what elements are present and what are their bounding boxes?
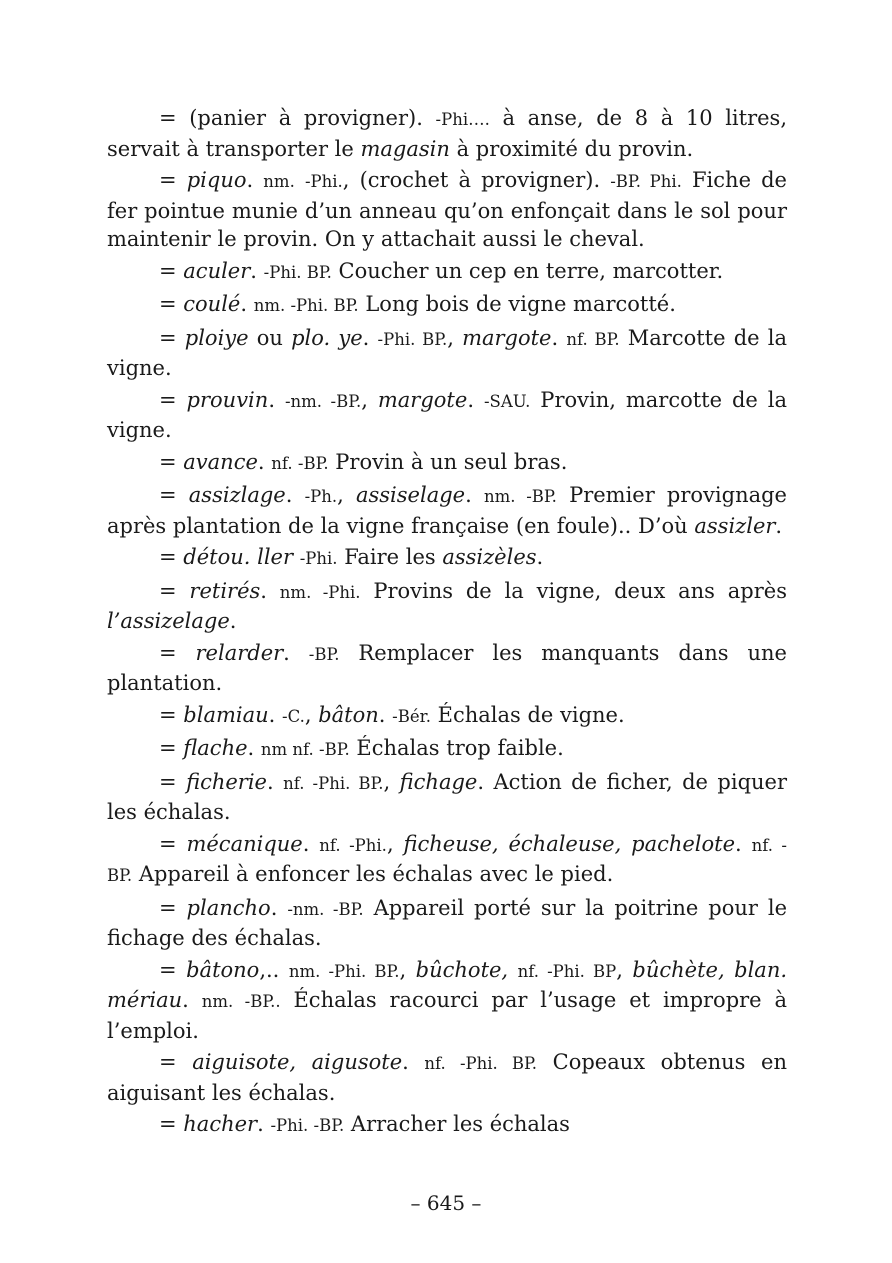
term: margote bbox=[377, 387, 468, 412]
term: aculer bbox=[183, 258, 251, 283]
term: plo. ye bbox=[291, 325, 363, 350]
abbreviation: nf. -Phi. BP. bbox=[424, 1054, 538, 1073]
document-body bbox=[107, 104, 787, 1144]
dictionary-entry bbox=[107, 734, 787, 765]
page-number: – 645 – bbox=[410, 1191, 482, 1215]
entry-text: . bbox=[362, 325, 378, 350]
entry-text: Arracher les échalas bbox=[344, 1112, 570, 1136]
entry-text: . bbox=[302, 831, 320, 856]
entry-text: Provin à un seul bras. bbox=[328, 449, 568, 474]
entry-text: Coucher un cep en terre, marcotter. bbox=[331, 258, 724, 283]
abbreviation: -nm. -BP. bbox=[287, 899, 364, 919]
dictionary-entry bbox=[107, 956, 787, 1046]
entry-text: = bbox=[159, 483, 189, 507]
dictionary-entry bbox=[107, 386, 787, 445]
entry-text: Provins de la vigne, deux ans après bbox=[360, 578, 787, 603]
entry-text bbox=[508, 958, 518, 982]
term: assizler bbox=[694, 513, 776, 538]
entry-text: . bbox=[240, 292, 254, 316]
term: ficherie bbox=[186, 769, 267, 794]
dictionary-entry bbox=[107, 257, 787, 288]
abbreviation: -Phi. BP. bbox=[377, 329, 448, 349]
dictionary-entry bbox=[107, 166, 787, 254]
entry-text: = bbox=[159, 1112, 184, 1136]
dictionary-entry bbox=[107, 701, 787, 732]
abbreviation: -Phi. BP. bbox=[263, 262, 332, 282]
dictionary-entry bbox=[107, 1110, 787, 1141]
term: blamiau bbox=[183, 702, 269, 727]
entry-text: . bbox=[250, 258, 264, 283]
term: ficheuse, échaleuse, pachelote bbox=[403, 831, 736, 856]
entry-text: Marcotte de la vigne. bbox=[107, 325, 787, 380]
dictionary-entry bbox=[107, 830, 787, 891]
entry-text: , bbox=[447, 325, 463, 350]
term: bâtono bbox=[186, 957, 260, 982]
entry-text: = bbox=[159, 640, 196, 665]
entry-text: , bbox=[361, 387, 378, 412]
entry-text: . bbox=[283, 640, 309, 665]
entry-text: = bbox=[159, 736, 184, 760]
entry-text: = bbox=[159, 325, 185, 350]
entry-text: = bbox=[159, 449, 184, 474]
term: retirés bbox=[189, 578, 261, 603]
term: relarder bbox=[195, 640, 284, 665]
abbreviation: -BP. Phi. bbox=[610, 172, 682, 191]
entry-text: Échalas trop faible. bbox=[349, 736, 564, 760]
abbreviation: -Phi. bbox=[304, 172, 343, 191]
entry-text: à anse, de 8 à 10 litres, servait à transporter le bbox=[107, 106, 788, 161]
dictionary-entry bbox=[107, 290, 787, 321]
entry-text: . bbox=[551, 325, 567, 350]
term: l’assizelage bbox=[107, 609, 230, 633]
entry-text: , bbox=[386, 831, 404, 856]
entry-text: Provin, marcotte de la vigne. bbox=[107, 387, 788, 442]
entry-text: Appareil à enfoncer les échalas avec le pied. bbox=[132, 862, 614, 886]
abbreviation: nm. bbox=[263, 172, 295, 191]
term: assizèles bbox=[442, 545, 537, 569]
entry-text: . bbox=[467, 387, 484, 412]
entry-text: . bbox=[182, 988, 202, 1012]
dictionary-entry bbox=[107, 543, 787, 574]
abbreviation: -SAU. bbox=[483, 391, 531, 411]
abbreviation: nm nf. -BP. bbox=[260, 740, 350, 759]
entry-text: , bbox=[383, 769, 400, 794]
entry-text: Remplacer les manquants dans une plantation. bbox=[107, 640, 787, 695]
abbreviation: -Phi…. bbox=[435, 110, 490, 129]
abbreviation: -BP. bbox=[308, 644, 340, 664]
entry-text: . bbox=[465, 483, 484, 507]
entry-text: , (crochet à provigner). bbox=[342, 168, 611, 192]
abbreviation: nm. -Phi. BP. bbox=[288, 961, 400, 981]
entry-text: . bbox=[775, 513, 783, 538]
entry-text: . bbox=[270, 895, 288, 920]
entry-text: . bbox=[378, 702, 393, 727]
term: ploiye bbox=[184, 325, 249, 350]
entry-text: à proximité du provin. bbox=[449, 136, 694, 161]
entry-text: . bbox=[257, 449, 272, 474]
entry-text bbox=[293, 545, 300, 569]
entry-text: . bbox=[285, 483, 305, 507]
entry-text: . bbox=[735, 831, 752, 856]
abbreviation: nm. -BP. bbox=[483, 487, 557, 506]
entry-text: ou bbox=[248, 325, 292, 350]
dictionary-entry bbox=[107, 577, 787, 636]
entry-text: Échalas racourci par l’usage et impropre à l’emploi. bbox=[107, 988, 787, 1043]
abbreviation: -Phi. bbox=[299, 549, 338, 568]
entry-text: , bbox=[337, 483, 356, 507]
entry-text: = bbox=[159, 545, 184, 569]
entry-text: = bbox=[159, 292, 184, 316]
entry-text bbox=[295, 168, 305, 192]
term: bûchète, blan. mériau bbox=[107, 957, 788, 1012]
term: magasin bbox=[360, 136, 450, 161]
entry-text: = bbox=[159, 1050, 193, 1074]
dictionary-entry bbox=[107, 448, 787, 479]
term: assizlage bbox=[188, 483, 286, 507]
dictionary-entry bbox=[107, 639, 787, 698]
entry-text: . bbox=[257, 1112, 271, 1136]
entry-text: , bbox=[616, 957, 633, 982]
entry-text: . bbox=[268, 702, 282, 727]
term: margote bbox=[462, 325, 552, 350]
term: bâton bbox=[318, 702, 379, 727]
term: avance bbox=[183, 449, 258, 474]
abbreviation: -Ph. bbox=[304, 487, 338, 506]
abbreviation: nf. - BP. bbox=[107, 835, 787, 885]
dictionary-entry bbox=[107, 1048, 787, 1107]
entry-text: = bbox=[159, 387, 187, 412]
entry-text: , bbox=[304, 702, 319, 727]
entry-text: Fiche de fer pointue munie d’un anneau qu’on enfonçait dans le sol pour maintenir le provin. On y attachait aussi le cheval. bbox=[107, 168, 787, 251]
abbreviation: nf. BP. bbox=[566, 329, 620, 349]
entry-text: Échalas de vigne. bbox=[430, 702, 625, 727]
entry-text: Faire les bbox=[337, 545, 443, 569]
entry-text: . bbox=[247, 736, 261, 760]
entry-text: . bbox=[260, 578, 280, 603]
abbreviation: nm. -Phi. BP. bbox=[253, 296, 359, 315]
entry-text: . bbox=[402, 1050, 425, 1074]
abbreviation: nf. -Phi. BP bbox=[517, 961, 617, 981]
abbreviation: nm. -BP.. bbox=[201, 992, 281, 1011]
entry-text: , bbox=[399, 957, 416, 982]
abbreviation: nm. -Phi. bbox=[279, 582, 361, 602]
term: aiguisote, aigusote bbox=[192, 1050, 403, 1074]
term: bûchote, bbox=[415, 957, 509, 982]
entry-text: . bbox=[266, 769, 284, 794]
abbreviation: -C. bbox=[282, 706, 305, 726]
entry-text: Appareil porté sur la poitrine pour le fichage des échalas. bbox=[107, 895, 787, 950]
entry-text: = bbox=[159, 831, 187, 856]
term: mécanique bbox=[186, 831, 303, 856]
entry-text: = bbox=[159, 769, 187, 794]
entry-text: Long bois de vigne marcotté. bbox=[358, 292, 676, 316]
entry-text: = bbox=[159, 168, 187, 192]
term: prouvin bbox=[186, 387, 269, 412]
entry-text: = bbox=[159, 702, 184, 727]
term: hacher bbox=[183, 1112, 258, 1136]
entry-text: Copeaux obtenus en aiguisant les échalas. bbox=[107, 1050, 787, 1105]
term: détou. ller bbox=[183, 545, 294, 569]
term: coulé bbox=[183, 292, 241, 316]
dictionary-entry bbox=[107, 768, 787, 827]
entry-text: = bbox=[159, 258, 184, 283]
abbreviation: nf. -Phi. BP. bbox=[283, 773, 384, 793]
term: assiselage bbox=[355, 483, 466, 507]
dictionary-entry bbox=[107, 104, 787, 163]
entry-text: = bbox=[159, 957, 187, 982]
term: flache bbox=[183, 736, 248, 760]
dictionary-entry bbox=[107, 894, 787, 953]
dictionary-entry bbox=[107, 324, 787, 383]
entry-text: . bbox=[268, 387, 285, 412]
entry-text: . bbox=[246, 168, 264, 192]
entry-text: Premier provignage après plantation de la vigne française (en foule).. D’où bbox=[107, 483, 787, 538]
abbreviation: -Bér. bbox=[392, 706, 431, 726]
entry-text: = (panier à provigner). bbox=[159, 106, 436, 130]
abbreviation: nf. -Phi. bbox=[319, 835, 387, 855]
entry-text: ,.. bbox=[259, 957, 289, 982]
term: plancho bbox=[186, 895, 271, 920]
abbreviation: -nm. -BP. bbox=[284, 391, 362, 411]
dictionary-entry bbox=[107, 481, 787, 540]
entry-text: . Action de ficher, de piquer les échalas. bbox=[107, 769, 788, 824]
entry-text: . bbox=[229, 609, 237, 633]
abbreviation: -Phi. -BP. bbox=[270, 1116, 345, 1135]
term: piquo bbox=[186, 168, 247, 192]
abbreviation: nf. -BP. bbox=[271, 453, 329, 473]
entry-text: = bbox=[159, 895, 187, 920]
term: fichage bbox=[399, 769, 478, 794]
entry-text: . bbox=[536, 545, 544, 569]
entry-text: = bbox=[159, 578, 190, 603]
